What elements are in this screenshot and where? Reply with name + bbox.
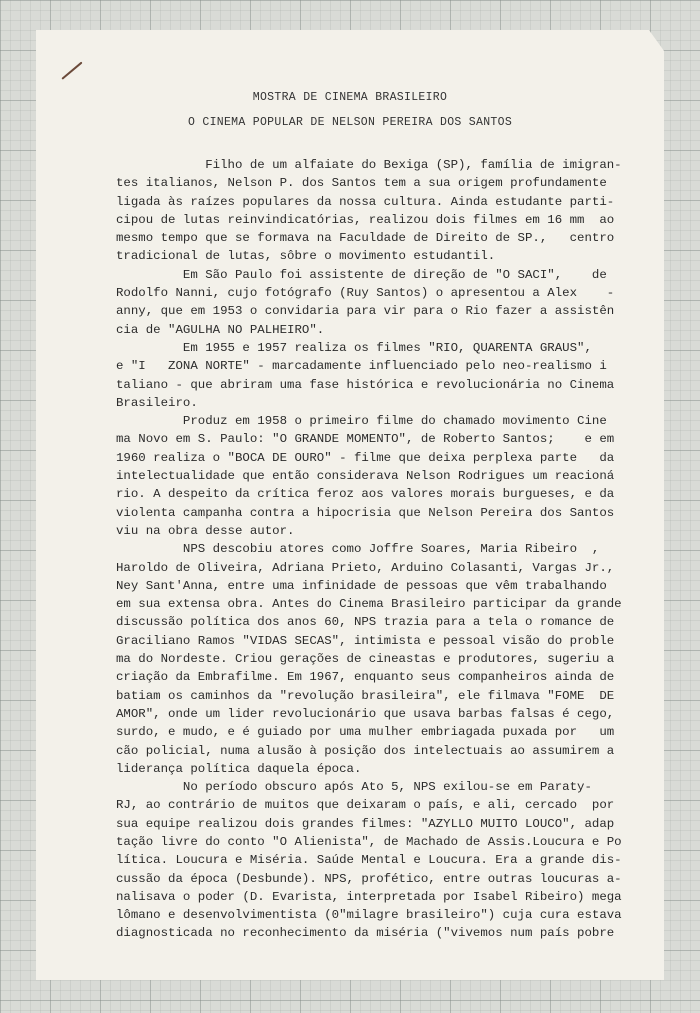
text-line: lômano e desenvolvimentista (0"milagre brasileiro") cuja cura estava bbox=[116, 908, 622, 923]
text-line: nalisava o poder (D. Evarista, interpretada por Isabel Ribeiro) mega bbox=[116, 889, 622, 904]
text-line: viu na obra desse autor. bbox=[116, 523, 295, 538]
text-line: mesmo tempo que se formava na Faculdade de Direito de SP., centro bbox=[116, 231, 615, 246]
text-line: criação da Embrafilme. Em 1967, enquanto seus companheiros ainda de bbox=[116, 670, 615, 685]
text-line: ma Novo em S. Paulo: "O GRANDE MOMENTO", de Roberto Santos; e em bbox=[116, 432, 615, 447]
text-line: RJ, ao contrário de muitos que deixaram o país, e ali, cercado por bbox=[116, 798, 615, 813]
text-line: Produz em 1958 o primeiro filme do chamado movimento Cine bbox=[116, 414, 607, 429]
text-line: Rodolfo Nanni, cujo fotógrafo (Ruy Santos) o apresentou a Alex - bbox=[116, 286, 615, 301]
text-line: intelectualidade que então considerava Nelson Rodrigues um reacioná bbox=[116, 469, 615, 484]
text-line: tradicional de lutas, sôbre o movimento estudantil. bbox=[116, 249, 496, 264]
text-line: tes italianos, Nelson P. dos Santos tem a sua origem profundamente bbox=[116, 176, 607, 191]
text-line: Ney Sant'Anna, entre uma infinidade de pessoas que vêm trabalhando bbox=[116, 578, 607, 593]
text-line: violenta campanha contra a hipocrisia que Nelson Pereira dos Santos bbox=[116, 505, 615, 520]
text-line: e "I ZONA NORTE" - marcadamente influenciado pelo neo-realismo i bbox=[116, 359, 607, 374]
text-line: rio. A despeito da crítica feroz aos valores morais burgueses, e da bbox=[116, 487, 615, 502]
text-line: Em São Paulo foi assistente de direção de "O SACI", de bbox=[116, 267, 607, 282]
text-line: discussão política dos anos 60, NPS trazia para a tela o romance de bbox=[116, 615, 615, 630]
text-line: cão policial, numa alusão à posição dos intelectuais ao assumirem a bbox=[116, 743, 615, 758]
text-line: taliano - que abriram uma fase histórica e revolucionária no Cinema bbox=[116, 377, 615, 392]
text-line: Brasileiro. bbox=[116, 395, 198, 410]
text-line: anny, que em 1953 o convidaria para vir para o Rio fazer a assistên bbox=[116, 304, 615, 319]
text-line: cussão da época (Desbunde). NPS, profético, entre outras loucuras a- bbox=[116, 871, 622, 886]
text-line: tação livre do conto "O Alienista", de Machado de Assis.Loucura e Po bbox=[116, 834, 622, 849]
document-subtitle: O CINEMA POPULAR DE NELSON PEREIRA DOS SANTOS bbox=[187, 116, 513, 129]
text-line: 1960 realiza o "BOCA DE OURO" - filme que deixa perplexa parte da bbox=[116, 450, 615, 465]
text-line: sua equipe realizou dois grandes filmes: "AZYLLO MUITO LOUCO", adap bbox=[116, 816, 615, 831]
text-line: Em 1955 e 1957 realiza os filmes "RIO, QUARENTA GRAUS", bbox=[116, 340, 592, 355]
text-line: ma do Nordeste. Criou gerações de cineastas e produtores, sugeriu a bbox=[116, 652, 615, 667]
text-line: No período obscuro após Ato 5, NPS exilou-se em Paraty- bbox=[116, 780, 592, 795]
text-line: Haroldo de Oliveira, Adriana Prieto, Arduino Colasanti, Vargas Jr., bbox=[116, 560, 615, 575]
text-line: batiam os caminhos da "revolução brasileira", ele filmava "FOME DE bbox=[116, 688, 615, 703]
text-line: ligada às raízes populares da nossa cultura. Ainda estudante parti- bbox=[116, 194, 615, 209]
text-line: surdo, e mudo, e é guiado por uma mulher embriagada puxada por um bbox=[116, 725, 615, 740]
text-line: liderança política daquela época. bbox=[116, 761, 362, 776]
text-line: Graciliano Ramos "VIDAS SECAS", intimista e pessoal visão do proble bbox=[116, 633, 615, 648]
text-line: Filho de um alfaiate do Bexiga (SP), família de imigran- bbox=[116, 158, 622, 172]
text-line: cipou de lutas reinvindicatórias, realizou dois filmes em 16 mm ao bbox=[116, 212, 615, 227]
text-line: em sua extensa obra. Antes do Cinema Brasileiro participar da grande bbox=[116, 597, 622, 612]
document-title: MOSTRA DE CINEMA BRASILEIRO bbox=[252, 91, 448, 104]
text-line: lítica. Loucura e Miséria. Saúde Mental e Loucura. Era a grande dis- bbox=[116, 853, 622, 868]
text-line: diagnosticada no reconhecimento da miséria ("vivemos num país pobre bbox=[116, 926, 615, 941]
text-line: AMOR", onde um lider revolucionário que usava barbas falsas é cego, bbox=[116, 706, 615, 721]
document-body bbox=[116, 156, 622, 943]
text-line: cia de "AGULHA NO PALHEIRO". bbox=[116, 322, 325, 337]
text-line: NPS descobiu atores como Joffre Soares, Maria Ribeiro , bbox=[116, 542, 600, 557]
